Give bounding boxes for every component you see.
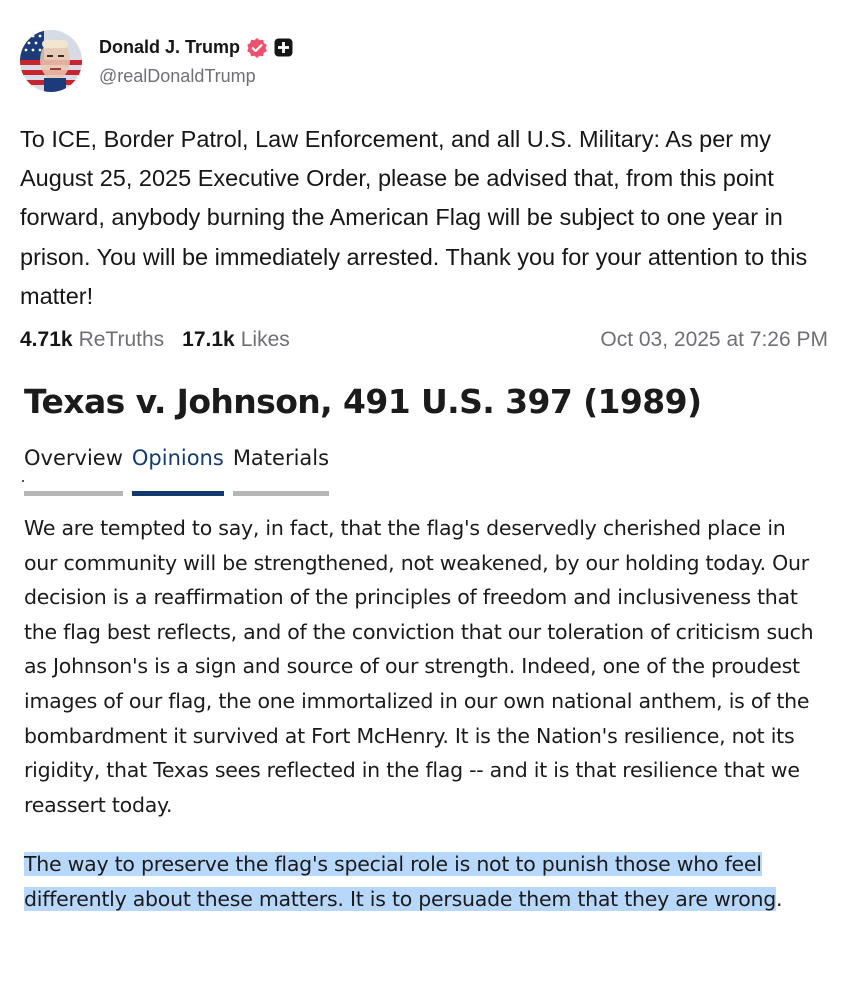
tab-opinions[interactable]: [132, 446, 224, 486]
tab-opinions-label: Opinions: [131, 446, 224, 470]
opinion-text: [24, 511, 824, 917]
likes-count[interactable]: 17.1k: [182, 328, 235, 351]
opinion-paragraph-tail: .: [776, 886, 783, 911]
opinion-paragraph: We are tempted to say, in fact, that the flag's deservedly cherished place in our community will be strengthened, not weakened, by our holding today. Our decision is a reaffirmation of the principles of freedom and inclusiveness that the flag best reflects, and of the conviction that our toleration of criticism such as Johnson's is a sign and source of our strength. Indeed, one of the proudest images of our flag, the one immortalized in our own national anthem, is of the bombardment it survived at Fort McHenry. It is the Nation's resilience, not its rigidity, that Texas sees reflected in the flag -- and it is that resilience that we reassert today.: [24, 516, 814, 817]
case-tabs: [24, 446, 338, 486]
avatar[interactable]: [20, 30, 82, 92]
tab-materials-indicator: [233, 491, 329, 496]
text-selection-highlight[interactable]: The way to preserve the flag's special role is not to punish those who feel differently about these matters. It is to persuade them that they are wrong: [24, 852, 776, 911]
post-stats: [20, 328, 828, 352]
case-title: Texas v. Johnson, 491 U.S. 397 (1989): [24, 382, 702, 421]
tab-marker: [22, 480, 24, 482]
tab-opinions-indicator: [132, 491, 224, 496]
opinion-paragraph-highlighted: [24, 847, 824, 916]
tab-overview-indicator: [24, 491, 123, 496]
author-name-row: [99, 36, 293, 60]
retruths-count[interactable]: 4.71k: [20, 328, 73, 351]
tab-overview[interactable]: [24, 446, 123, 486]
verified-badge-icon: [246, 37, 268, 59]
tab-materials[interactable]: [233, 446, 329, 486]
author-display-name[interactable]: Donald J. Trump: [99, 37, 241, 57]
author-block: [99, 36, 293, 87]
retruths-label[interactable]: ReTruths: [78, 328, 165, 351]
avatar-image: [20, 30, 82, 92]
likes-label[interactable]: Likes: [240, 328, 290, 351]
post-text: To ICE, Border Patrol, Law Enforcement, and all U.S. Military: As per my August 25, 2025 Executive Order, please be advised that, from this point forward, anybody burning the American Flag will be subject to one year in prison. You will be immediately arrested. Thank you for your attention to this matter!: [20, 126, 808, 309]
post-header: [20, 30, 293, 92]
tab-materials-label: Materials: [232, 446, 330, 470]
plus-badge-icon: [274, 38, 293, 57]
tab-overview-label: Overview: [24, 446, 123, 470]
post-timestamp[interactable]: Oct 03, 2025 at 7:26 PM: [600, 328, 828, 351]
author-handle[interactable]: @realDonaldTrump: [99, 65, 256, 86]
